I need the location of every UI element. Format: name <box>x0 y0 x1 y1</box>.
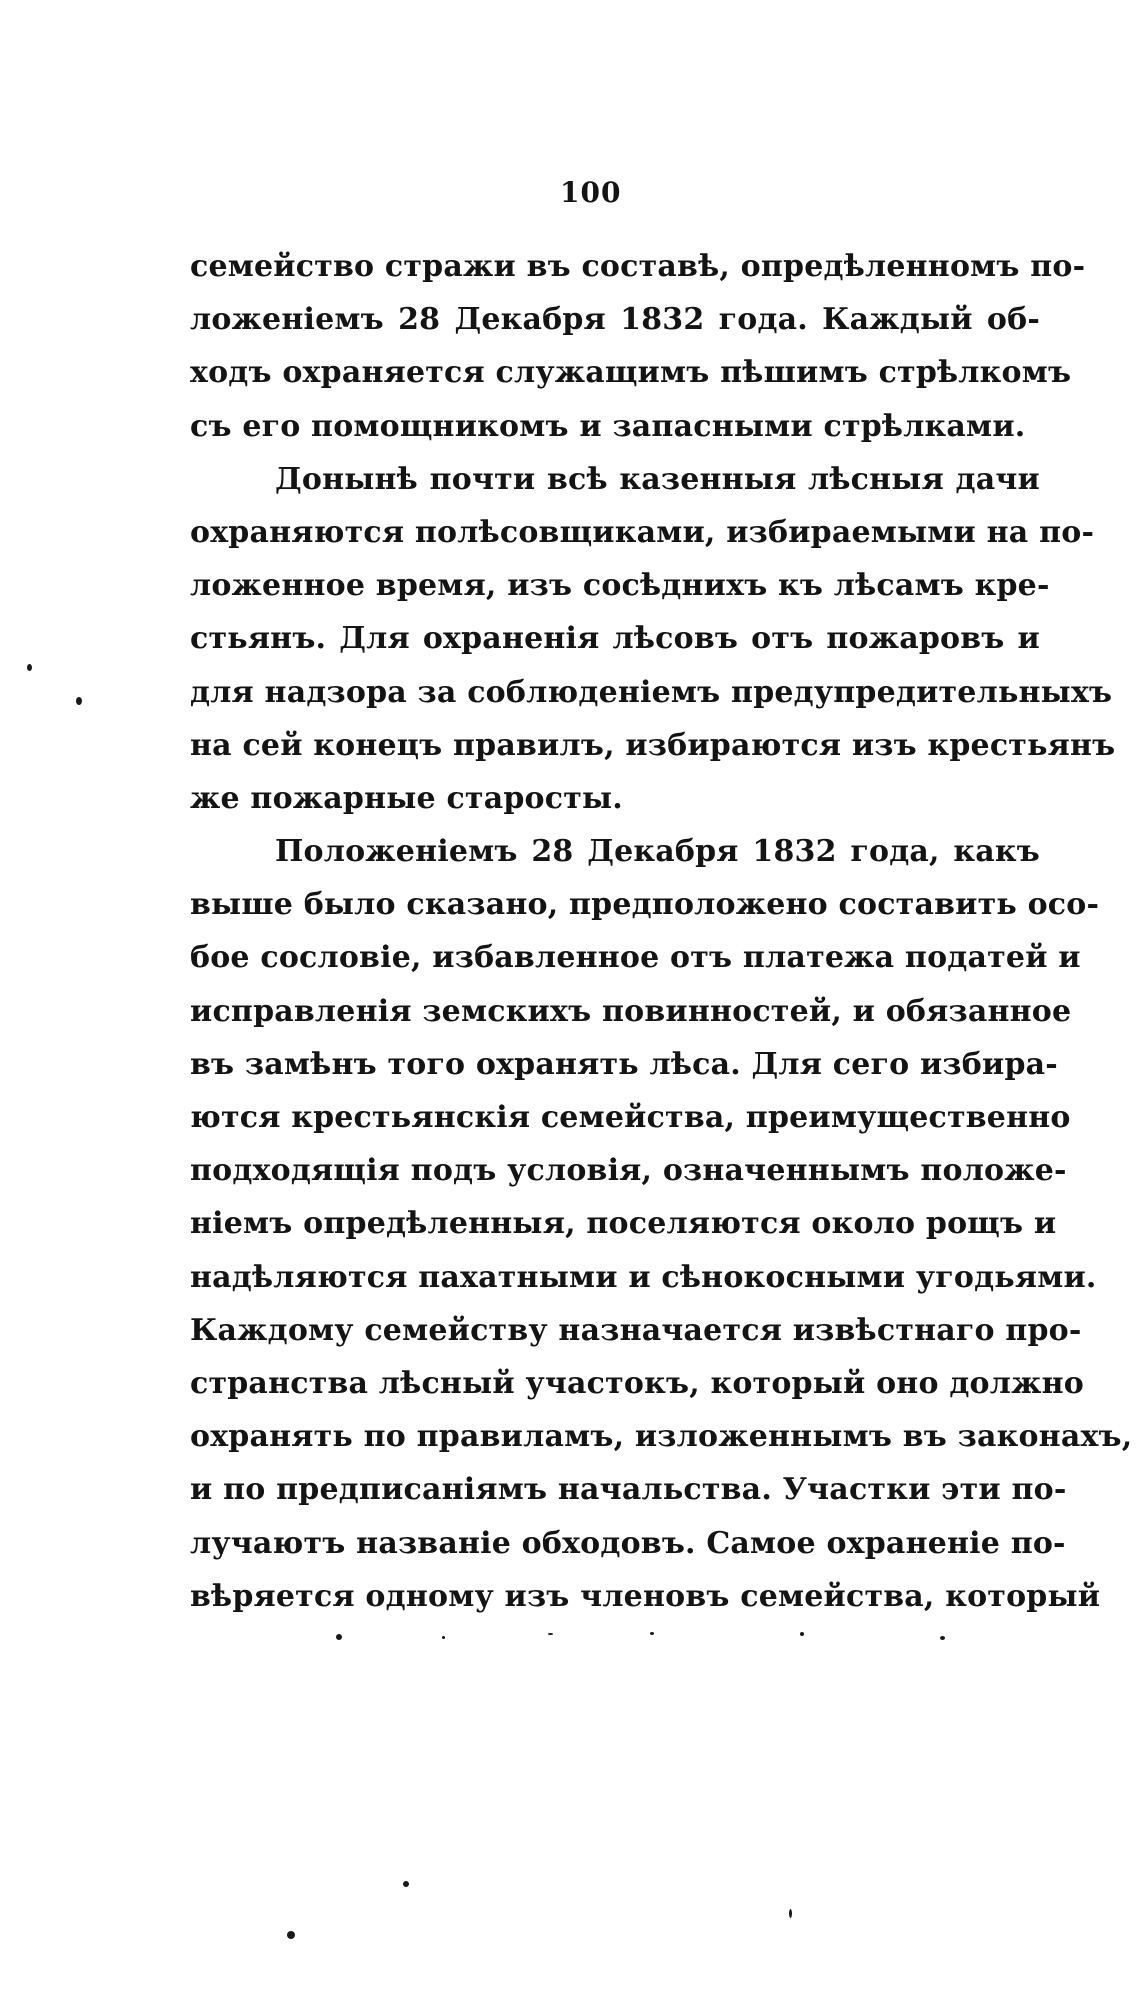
page-number: 100 <box>560 176 622 209</box>
scan-speck <box>403 1881 409 1887</box>
text-line: охранять по правиламъ, изложеннымъ въ законахъ, <box>190 1419 1133 1455</box>
text-line: семейство стражи въ составѣ, опредѣленномъ по- <box>190 249 1086 284</box>
text-line: ложенное время, изъ сосѣднихъ къ лѣсамъ кре- <box>190 568 1050 604</box>
text-line: въ замѣнъ того охранять лѣса. Для сего избира- <box>190 1046 1058 1082</box>
text-line: на сей конецъ правилъ, избираются изъ крестьянъ <box>190 727 1116 763</box>
text-line: подходящія подъ условія, означеннымъ положе- <box>190 1153 1067 1189</box>
text-line: лучаютъ названіе обходовъ. Самое охраненіе по- <box>190 1525 1066 1561</box>
text-line: ложеніемъ 28 Декабря 1832 года. Каждый об- <box>190 302 1040 338</box>
text-line: ходъ охраняется служащимъ пѣшимъ стрѣлкомъ <box>190 355 1072 391</box>
text-line: странства лѣсный участокъ, который оно должно <box>190 1365 1084 1401</box>
paragraph-2 <box>190 453 1116 825</box>
text-line: выше было сказано, предположено составить осо- <box>190 887 1100 923</box>
text-line: же пожарные старосты. <box>190 780 623 816</box>
scan-speck <box>789 1909 792 1918</box>
text-line: исправленія земскихъ повинностей, и обязанное <box>190 993 1072 1029</box>
scan-speck <box>27 664 32 671</box>
text-line: бое сословіе, избавленное отъ платежа податей и <box>190 940 1081 976</box>
text-line: Донынѣ почти всѣ казенныя лѣсныя дачи <box>275 461 1040 497</box>
text-line: и по предписаніямъ начальства. Участки эти по- <box>190 1472 1067 1508</box>
body-text <box>190 240 1133 1623</box>
scan-speck <box>287 1931 295 1939</box>
text-line: съ его помощникомъ и запасными стрѣлками. <box>190 408 1026 444</box>
text-line: стьянъ. Для охраненія лѣсовъ отъ пожаровъ и <box>190 621 1040 657</box>
text-line: Положеніемъ 28 Декабря 1832 года, какъ <box>275 834 1040 870</box>
text-line: надѣляются пахатными и сѣнокосными угодьями. <box>190 1259 1097 1295</box>
text-line: Каждому семейству назначается извѣстнаго про- <box>190 1312 1082 1348</box>
text-line: вѣряется одному изъ членовъ семейства, который <box>190 1578 1101 1614</box>
scan-speck <box>76 697 82 705</box>
text-line: для надзора за соблюденіемъ предупредительныхъ <box>190 674 1113 710</box>
scan-speck <box>650 1632 654 1635</box>
text-line: охраняются полѣсовщиками, избираемыми на по- <box>190 514 1095 550</box>
scan-speck <box>800 1632 804 1636</box>
scan-speck <box>940 1636 945 1640</box>
scan-speck <box>336 1634 342 1640</box>
paragraph-3 <box>190 825 1133 1623</box>
text-line: ніемъ опредѣленныя, поселяются около рощъ и <box>190 1206 1057 1242</box>
scan-speck <box>548 1633 553 1635</box>
scan-speck <box>442 1636 445 1639</box>
text-line: ются крестьянскія семейства, преимущественно <box>190 1100 1071 1135</box>
paragraph-1 <box>190 240 1086 453</box>
